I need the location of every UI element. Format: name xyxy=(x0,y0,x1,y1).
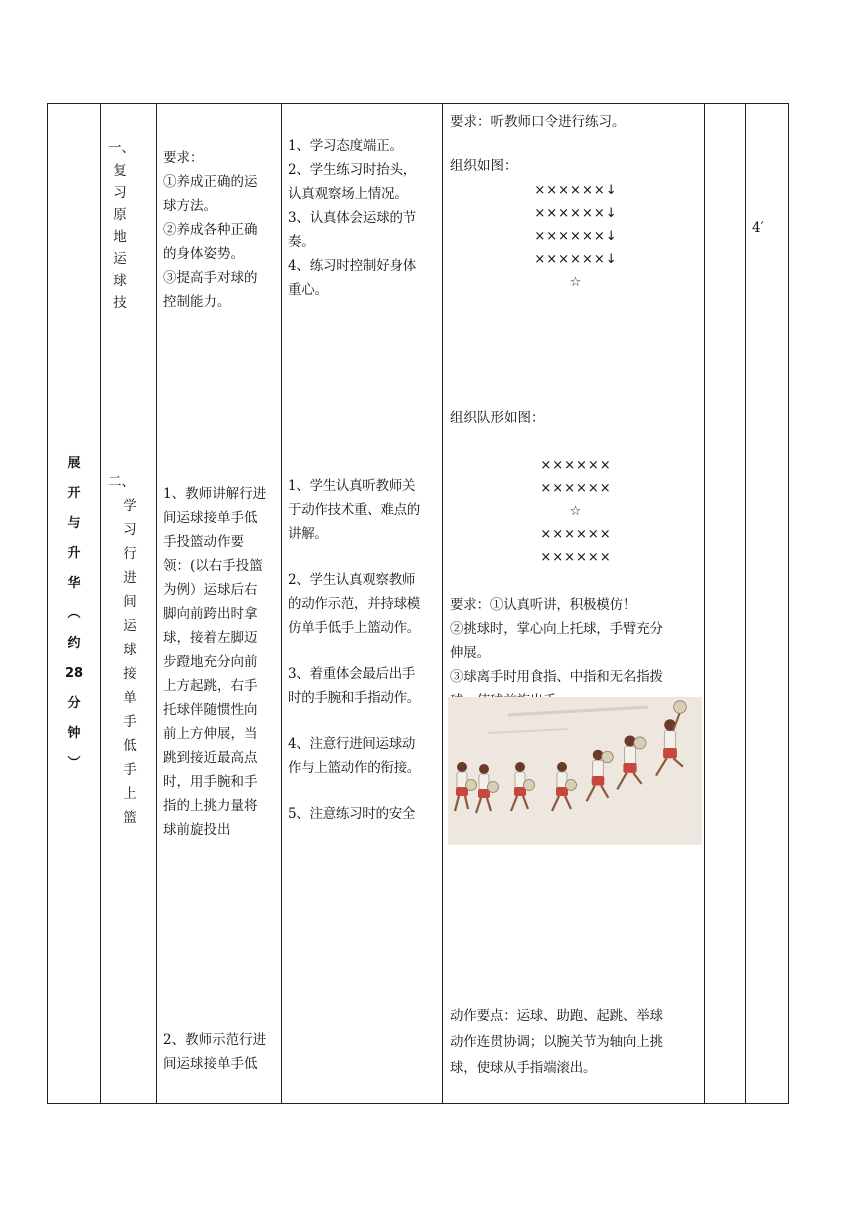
organization-requirement-1: 要求：听教师口令进行练习。 xyxy=(450,114,626,130)
topic-2-char: 单 xyxy=(123,690,137,706)
lesson-plan-table xyxy=(47,103,789,1104)
topic-2-char: 手 xyxy=(123,714,137,730)
student-item-4: 4、注意行进间运球动 作与上篮动作的衔接。 xyxy=(288,736,420,776)
basketball xyxy=(674,701,687,714)
phase-char: 升 xyxy=(67,546,81,561)
topic-2-char: 低 xyxy=(123,738,137,754)
phase-char: 华 xyxy=(67,576,81,591)
topic-2-char: 运 xyxy=(123,618,137,634)
topic-2-char: 球 xyxy=(123,642,137,658)
column-divider xyxy=(704,104,705,1103)
duration-text: 4′ xyxy=(752,220,764,236)
organization-requirement-2: 要求：①认真听讲，积极模仿！ ②挑球时，掌心向上托球，手臂充分 伸展。 ③球离手时用食指、中指和无名指拨 xyxy=(450,597,663,685)
formation-row: ××××××↓ xyxy=(534,229,618,244)
formation-diagram-1 xyxy=(450,179,702,294)
organization-middle xyxy=(450,406,702,737)
formation-row: ×××××× xyxy=(540,550,612,565)
basketball xyxy=(634,737,646,749)
organization-label-1: 组织如图： xyxy=(450,158,518,174)
teacher-requirements-text: 要求： ①养成正确的运 球方法。 ②养成各种正确 的身体姿势。 ③提高手对球的 控制能力。 xyxy=(163,150,258,310)
player-jersey xyxy=(664,731,676,749)
teacher-demonstration-text: 2、教师示范行进 间运球接单手低 xyxy=(163,1032,267,1072)
teacher-demonstration xyxy=(163,1028,278,1076)
phase-char: ︵ xyxy=(67,606,81,621)
phase-char: 约 xyxy=(67,636,81,651)
topic-2-char: 篮 xyxy=(123,810,137,826)
topic-2 xyxy=(108,470,152,830)
teacher-explanation-text: 1、教师讲解行进 间运球接单手低 手投篮动作要 领：(以右手投篮 为例）运球后右 脚向前跨出时拿 球，接着左脚迈 步蹬地充分向前 上方起跳，右手 托球伴随惯性向 前上方伸展，当 跳到接近最高点 时，用手腕和手 指的上挑力量将 球前旋投出 xyxy=(163,486,267,838)
duration xyxy=(752,216,782,240)
basketball xyxy=(524,780,535,791)
basketball xyxy=(602,751,614,763)
organization-key-points xyxy=(450,1003,702,1081)
basketball xyxy=(466,780,477,791)
topic-1-marker: 一、 xyxy=(108,140,135,156)
column-divider xyxy=(745,104,746,1103)
formation-row: ××××××↓ xyxy=(534,206,618,221)
phase-char: 分 xyxy=(67,696,81,711)
layup-demonstration-image xyxy=(448,697,702,845)
player-jersey xyxy=(593,760,604,777)
student-requirements xyxy=(288,134,440,302)
player-head xyxy=(557,762,567,772)
column-divider xyxy=(100,104,101,1103)
player-shorts xyxy=(592,776,605,785)
organization-top xyxy=(450,110,702,294)
topic-1-char: 复 xyxy=(113,163,127,179)
key-points-text: 动作要点：运球、助跑、起跳、举球 动作连贯协调；以腕关节为轴向上挑 球，使球从手指端滚出。 xyxy=(450,1008,663,1076)
column-divider xyxy=(156,104,157,1103)
topic-1 xyxy=(108,136,152,314)
topic-2-char: 手 xyxy=(123,762,137,778)
phase-char: ︶ xyxy=(67,756,81,771)
topic-1-char: 地 xyxy=(113,229,127,245)
phase-char: 展 xyxy=(67,456,81,471)
formation-row: ☆ xyxy=(569,504,583,519)
player-jersey xyxy=(625,747,636,765)
basketball xyxy=(488,782,499,793)
topic-2-char: 学 xyxy=(123,498,137,514)
topic-1-char: 原 xyxy=(113,207,127,223)
phase-char: 28 xyxy=(64,666,84,681)
player-head xyxy=(515,762,525,772)
phase-char: 与 xyxy=(67,516,81,531)
student-requirements-text: 1、学习态度端正。 2、学生练习时抬头， 认真观察场上情况。 3、认真体会运球的节 奏。 4、练习时控制好身体 重心。 xyxy=(288,138,417,298)
player-head xyxy=(457,762,467,772)
teacher-explanation xyxy=(163,482,278,842)
layup-sequence-figures xyxy=(448,697,702,845)
organization-label-2: 组织队形如图： xyxy=(450,410,545,426)
column-divider xyxy=(442,104,443,1103)
topic-1-char: 运 xyxy=(113,251,127,267)
formation-row: ×××××× xyxy=(540,458,612,473)
topic-2-char: 接 xyxy=(123,666,137,682)
student-items xyxy=(288,474,440,826)
formation-row: ☆ xyxy=(569,275,583,290)
topic-2-char: 间 xyxy=(123,594,137,610)
formation-row: ×××××× xyxy=(540,481,612,496)
topic-2-char: 行 xyxy=(123,546,137,562)
formation-row: ×××××× xyxy=(540,527,612,542)
topic-1-char: 技 xyxy=(113,295,127,311)
phase-char: 开 xyxy=(67,486,81,501)
column-divider xyxy=(281,104,282,1103)
topic-1-char: 习 xyxy=(113,185,127,201)
player-shorts xyxy=(663,748,677,758)
phase-label xyxy=(48,449,100,779)
player-shorts xyxy=(623,763,636,773)
player-head xyxy=(479,764,489,774)
basketball xyxy=(566,780,577,791)
topic-2-char: 习 xyxy=(123,522,137,538)
formation-diagram-2 xyxy=(450,454,702,569)
student-item-3: 3、着重体会最后出手 时的手腕和手指动作。 xyxy=(288,666,420,706)
topic-1-char: 球 xyxy=(113,273,127,289)
student-item-2: 2、学生认真观察教师 的动作示范，并持球模 仿单手低手上篮动作。 xyxy=(288,572,420,636)
student-item-1: 1、学生认真听教师关 于动作技术重、难点的 讲解。 xyxy=(288,478,420,542)
formation-row: ××××××↓ xyxy=(534,252,618,267)
topic-2-marker: 二、 xyxy=(108,474,135,490)
topic-2-char: 上 xyxy=(123,786,137,802)
topic-2-char: 进 xyxy=(123,570,137,586)
teacher-requirements xyxy=(163,146,278,314)
student-item-5: 5、注意练习时的安全 xyxy=(288,806,416,822)
phase-char: 钟 xyxy=(67,726,81,741)
formation-row: ××××××↓ xyxy=(534,183,618,198)
